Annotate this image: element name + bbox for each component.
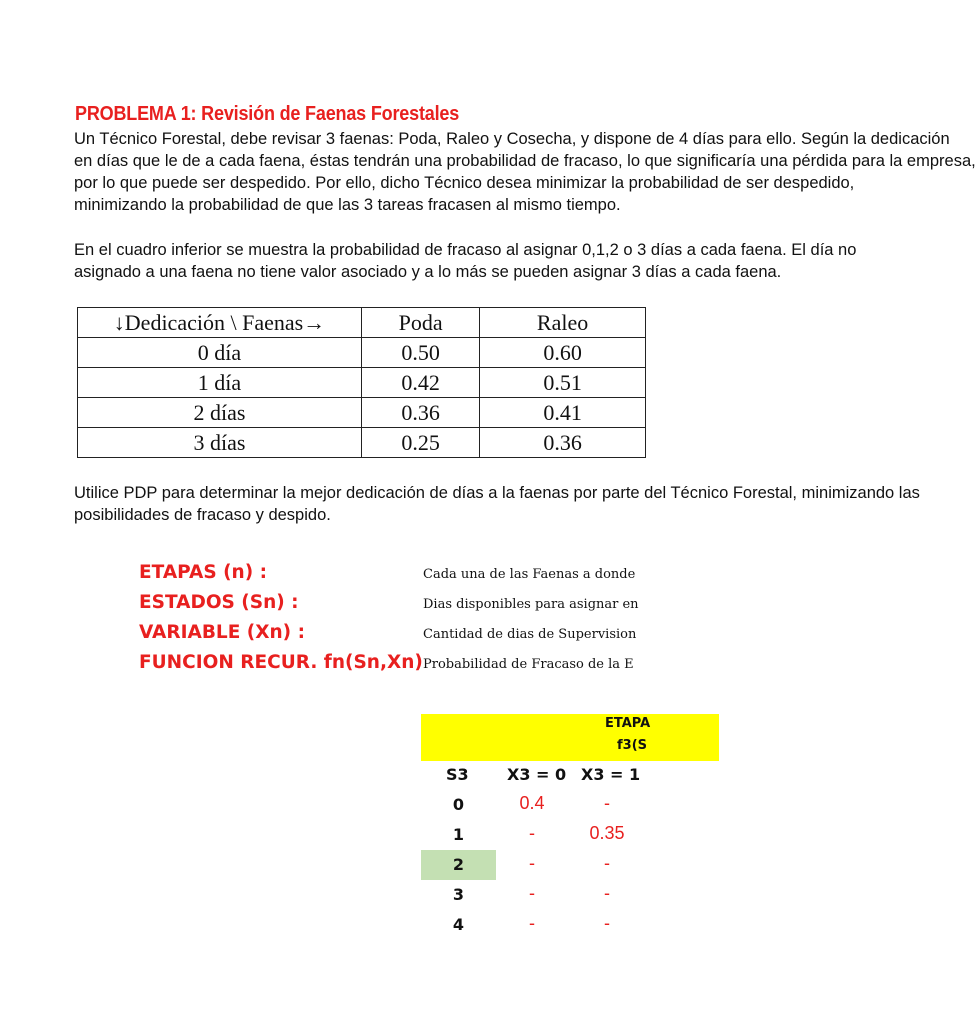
definition-description: Cada una de las Faenas a donde (423, 567, 636, 582)
table-header-cell: Poda (361, 308, 479, 338)
table-cell: 0.42 (361, 368, 479, 398)
value-cell: - (529, 853, 535, 873)
definition-description: Probabilidad de Fracaso de la E (423, 657, 634, 672)
table-cell: 0.50 (361, 338, 479, 368)
definition-label-variable: VARIABLE (Xn) : (139, 622, 305, 643)
decision-column-header: X3 = 0 (507, 765, 567, 784)
table-cell: 0.41 (480, 398, 646, 428)
paragraph-line: asignado a una faena no tiene valor asociado y a lo más se pueden asignar 3 días a cada faena. (74, 263, 782, 281)
table-header-cell: Raleo (480, 308, 646, 338)
value-cell: - (529, 913, 535, 933)
table-row (78, 338, 646, 368)
table-cell: 1 día (78, 368, 362, 398)
paragraph-line: Utilice PDP para determinar la mejor dedicación de días a la faenas por parte del Técnico Forestal, minimizando las (74, 484, 920, 502)
stage-title: ETAPA (605, 716, 651, 731)
value-cell: - (529, 823, 535, 843)
table-cell: 0.36 (361, 398, 479, 428)
table-row (78, 368, 646, 398)
table-cell: 3 días (78, 428, 362, 458)
state-cell: 0 (452, 795, 465, 814)
value-cell: 0.35 (589, 823, 625, 843)
state-cell: 4 (452, 915, 465, 934)
state-cell-highlighted: 2 (421, 850, 496, 880)
paragraph-line: en días que le de a cada faena, éstas tendrán una probabilidad de fracaso, lo que significaría una pérdida para la empresa, (74, 152, 976, 170)
problem-paragraph-3 (74, 482, 920, 526)
definition-description: Dias disponibles para asignar en (423, 597, 639, 612)
stage-function-label: f3(S (617, 738, 648, 753)
table-cell: 0.36 (480, 428, 646, 458)
paragraph-line: En el cuadro inferior se muestra la probabilidad de fracaso al asignar 0,1,2 o 3 días a cada faena. El día no (74, 241, 857, 259)
stage-header-band (421, 714, 719, 761)
value-cell: - (604, 913, 610, 933)
definition-descriptions (423, 560, 647, 680)
table-row (78, 428, 646, 458)
table-header-row (78, 308, 646, 338)
definition-label-estados: ESTADOS (Sn) : (139, 592, 299, 613)
dedication-table (77, 307, 646, 458)
table-cell: 0.25 (361, 428, 479, 458)
decision-column-header: X3 = 1 (581, 765, 641, 784)
definition-labels (139, 558, 423, 678)
state-column-header: S3 (446, 765, 469, 784)
definition-label-etapas: ETAPAS (n) : (139, 562, 268, 583)
table-cell: 0.51 (480, 368, 646, 398)
paragraph-line: Un Técnico Forestal, debe revisar 3 faenas: Poda, Raleo y Cosecha, y dispone de 4 días para ello. Según la dedicación (74, 130, 950, 148)
value-cell: - (529, 883, 535, 903)
table-row (78, 398, 646, 428)
table-header-cell: ↓Dedicación \ Faenas→ (78, 308, 362, 338)
dedication-table-viewport (0, 0, 646, 470)
state-cell: 1 (452, 825, 465, 844)
value-cell: 0.4 (519, 793, 545, 813)
state-cell: 3 (452, 885, 465, 904)
definition-description: Cantidad de dias de Supervision (423, 627, 637, 642)
value-cell: - (604, 853, 610, 873)
paragraph-line: posibilidades de fracaso y despido. (74, 506, 331, 524)
table-cell: 0 día (78, 338, 362, 368)
table-cell: 2 días (78, 398, 362, 428)
definition-label-funcion: FUNCION RECUR. fn(Sn,Xn) (139, 652, 423, 673)
value-cell: - (604, 883, 610, 903)
paragraph-line: minimizando la probabilidad de que las 3 tareas fracasen al mismo tiempo. (74, 196, 621, 214)
paragraph-line: por lo que puede ser despedido. Por ello, dicho Técnico desea minimizar la probabilidad de ser despedido, (74, 174, 855, 192)
problem-title: PROBLEMA 1: Revisión de Faenas Forestales (75, 103, 460, 125)
value-cell: - (604, 793, 610, 813)
table-cell: 0.60 (480, 338, 646, 368)
